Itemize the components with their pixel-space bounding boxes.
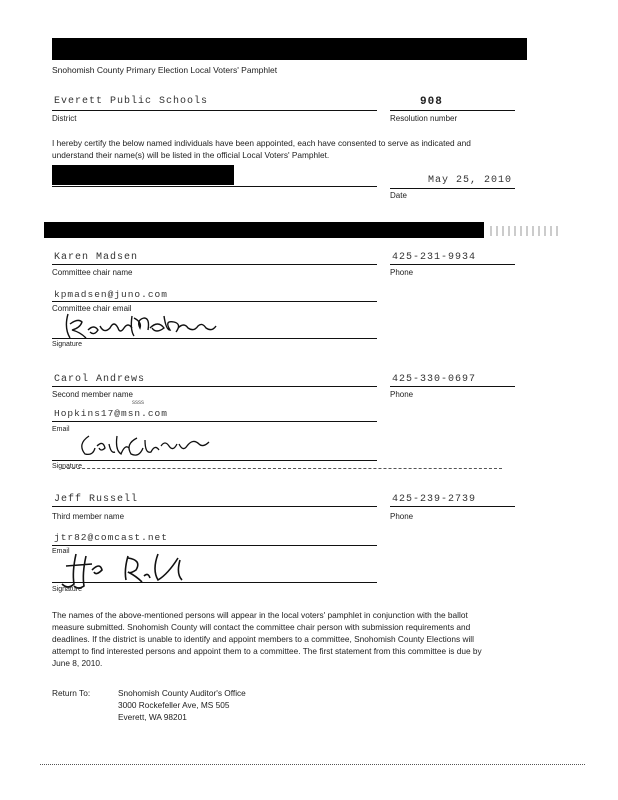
member1-name-label: Committee chair name [52,268,133,277]
return-to-label: Return To: [52,688,91,698]
resolution-value: 908 [420,96,443,108]
district-value: Everett Public Schools [54,96,209,107]
date-value: May 25, 2010 [428,175,513,186]
member3-name-label: Third member name [52,512,125,521]
member1-name-line [52,264,377,265]
member1-name: Karen Madsen [54,252,139,263]
notice-line3: deadlines. If the district is unable to identify and appoint members to a committee, Snohomish County Elections will [52,634,474,644]
member2-email-label: Email [52,426,70,433]
district-label: District [52,114,77,123]
member2-email: Hopkins17@msn.com [54,408,168,419]
date-label: Date [390,191,407,200]
notice-line1: The names of the above-mentioned persons will appear in the local voters' pamphlet in conjunction with the ballot [52,610,468,620]
member2-signature-label: Signature [52,463,82,470]
member3-email-line [52,545,377,546]
certify-text-line1: I hereby certify the below named individuals have been appointed, each have consented to serve as indicated and [52,138,471,148]
return-to-line1: Snohomish County Auditor's Office [118,688,246,698]
member2-signature-image [75,430,215,460]
member1-phone: 425-231-9934 [392,252,477,263]
resolution-label: Resolution number [390,114,458,123]
member2-email-line [52,421,377,422]
member2-phone: 425-330-0697 [392,374,477,385]
member3-signature-label: Signature [52,586,82,593]
member1-email-label: Committee chair email [52,304,132,313]
member3-name: Jeff Russell [54,494,139,505]
member2-phone-line [390,386,515,387]
notice-line4: attempt to find interested persons and appoint them to a committee. The first statement from this committee is due by [52,646,482,656]
redacted-section-header [44,222,484,238]
faint-noise [490,226,560,236]
member1-signature-image [60,308,230,342]
member1-email-line [52,301,377,302]
member2-phone-label: Phone [390,390,414,399]
member3-phone-label: Phone [390,512,414,521]
member1-phone-label: Phone [390,268,414,277]
bottom-scan-noise [40,764,585,765]
resolution-line [390,110,515,111]
scan-noise-line [62,468,502,469]
member3-name-line [52,506,377,507]
member1-email: kpmadsen@juno.com [54,289,168,300]
pamphlet-title: Snohomish County Primary Election Local Voters' Pamphlet [52,65,278,75]
certifier-line [52,186,377,187]
member2-name-line [52,386,377,387]
member2-email-annotation: ssss [132,400,144,406]
return-to-line3: Everett, WA 98201 [118,712,187,722]
member3-phone-line [390,506,515,507]
member3-email-label: Email [52,548,70,555]
member3-phone: 425-239-2739 [392,494,477,505]
member2-name: Carol Andrews [54,374,146,385]
member2-signature-line [52,460,377,461]
district-line [52,110,377,111]
notice-line2: measure submitted. Snohomish County will contact the committee chair person with submission requirements and [52,622,471,632]
member1-signature-label: Signature [52,341,82,348]
member1-signature-line [52,338,377,339]
member2-name-label: Second member name [52,390,133,399]
redacted-header-bar [52,38,527,60]
notice-line5: June 8, 2010. [52,658,103,668]
certify-text-line2: understand their name(s) will be listed in the official Local Voters' Pamphlet. [52,150,330,160]
member3-email: jtr82@comcast.net [54,532,168,543]
date-line [390,188,515,189]
return-to-line2: 3000 Rockefeller Ave, MS 505 [118,700,230,710]
redacted-certifier-name [52,165,234,185]
member1-phone-line [390,264,515,265]
member3-signature-line [52,582,377,583]
